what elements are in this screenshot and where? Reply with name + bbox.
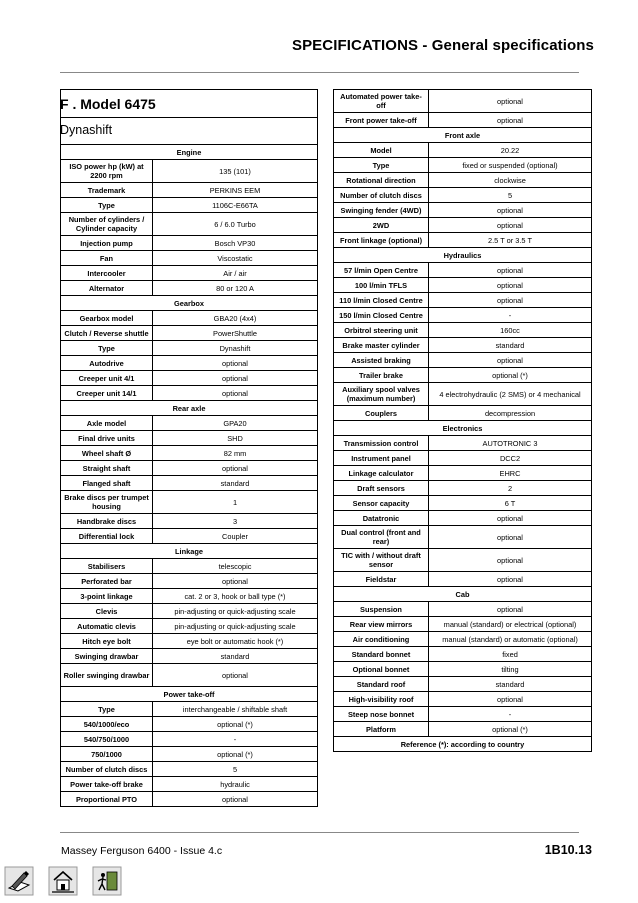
spec-label: High-visibility roof bbox=[334, 692, 429, 707]
spec-value: 2 bbox=[429, 481, 592, 496]
spec-label: Perforated bar bbox=[61, 574, 153, 589]
spec-label: Air conditioning bbox=[334, 632, 429, 647]
spec-value: 1 bbox=[153, 491, 318, 514]
spec-row bbox=[61, 514, 318, 529]
spec-value: optional bbox=[429, 90, 592, 113]
spec-value: 1106C-E66TA bbox=[153, 198, 318, 213]
spec-value: clockwise bbox=[429, 173, 592, 188]
spec-row bbox=[334, 368, 592, 383]
spec-label: Proportional PTO bbox=[61, 792, 153, 807]
spec-label: Power take-off brake bbox=[61, 777, 153, 792]
spec-value: telescopic bbox=[153, 559, 318, 574]
spec-label: Linkage calculator bbox=[334, 466, 429, 481]
spec-label: 750/1000 bbox=[61, 747, 153, 762]
spec-value: optional bbox=[429, 511, 592, 526]
spec-label: Front power take-off bbox=[334, 113, 429, 128]
spec-label: 540/750/1000 bbox=[61, 732, 153, 747]
section-header-row bbox=[61, 401, 318, 416]
spec-value: 6 / 6.0 Turbo bbox=[153, 213, 318, 236]
spec-label: Fan bbox=[61, 251, 153, 266]
spec-label: Gearbox model bbox=[61, 311, 153, 326]
spec-row bbox=[334, 481, 592, 496]
spec-label: 57 l/min Open Centre bbox=[334, 263, 429, 278]
spec-row bbox=[334, 632, 592, 647]
spec-label: Intercooler bbox=[61, 266, 153, 281]
spec-value: optional (*) bbox=[429, 368, 592, 383]
spec-value: optional bbox=[429, 692, 592, 707]
spec-row bbox=[334, 406, 592, 421]
spec-row bbox=[61, 386, 318, 401]
spec-label: Brake master cylinder bbox=[334, 338, 429, 353]
spec-row bbox=[61, 717, 318, 732]
spec-label: Wheel shaft Ø bbox=[61, 446, 153, 461]
spec-row bbox=[334, 496, 592, 511]
section-header-row bbox=[334, 737, 592, 752]
spec-row bbox=[61, 416, 318, 431]
spec-label: Dual control (front and rear) bbox=[334, 526, 429, 549]
spec-label: Type bbox=[61, 702, 153, 717]
spec-value: optional bbox=[429, 218, 592, 233]
spec-label: 100 l/min TFLS bbox=[334, 278, 429, 293]
spec-value: 5 bbox=[429, 188, 592, 203]
spec-label: Standard bonnet bbox=[334, 647, 429, 662]
spec-value: optional bbox=[153, 461, 318, 476]
model-title: F . Model 6475 bbox=[60, 96, 156, 112]
spec-value: 3 bbox=[153, 514, 318, 529]
spec-row bbox=[61, 251, 318, 266]
spec-value: EHRC bbox=[429, 466, 592, 481]
footer-rule bbox=[60, 832, 579, 833]
spec-row bbox=[334, 466, 592, 481]
spec-value: optional bbox=[429, 549, 592, 572]
spec-value: Bosch VP30 bbox=[153, 236, 318, 251]
section-title: Gearbox bbox=[61, 296, 318, 311]
spec-row bbox=[334, 188, 592, 203]
spec-row bbox=[61, 326, 318, 341]
section-header-row bbox=[61, 687, 318, 702]
spec-row bbox=[61, 311, 318, 326]
spec-label: Final drive units bbox=[61, 431, 153, 446]
spec-value: Coupler bbox=[153, 529, 318, 544]
spec-label: Differential lock bbox=[61, 529, 153, 544]
spec-label: Model bbox=[334, 143, 429, 158]
spec-label: Automated power take-off bbox=[334, 90, 429, 113]
right-spec-table bbox=[333, 89, 592, 752]
spec-label: Creeper unit 14/1 bbox=[61, 386, 153, 401]
footer-document-title: Massey Ferguson 6400 - Issue 4.c bbox=[61, 845, 223, 857]
spec-label: Couplers bbox=[334, 406, 429, 421]
spec-row bbox=[61, 281, 318, 296]
spec-row bbox=[61, 446, 318, 461]
spec-value: 4 electrohydraulic (2 SMS) or 4 mechanical bbox=[429, 383, 592, 406]
spec-label: Clevis bbox=[61, 604, 153, 619]
spec-row bbox=[334, 436, 592, 451]
spec-value: Dynashift bbox=[153, 341, 318, 356]
spec-row bbox=[334, 647, 592, 662]
spec-label: Hitch eye bolt bbox=[61, 634, 153, 649]
spec-label: Rotational direction bbox=[334, 173, 429, 188]
section-title: Hydraulics bbox=[334, 248, 592, 263]
spec-row bbox=[61, 634, 318, 649]
spec-value: optional bbox=[429, 263, 592, 278]
spec-label: Brake discs per trumpet housing bbox=[61, 491, 153, 514]
spec-value: optional bbox=[153, 792, 318, 807]
spec-value: fixed bbox=[429, 647, 592, 662]
spec-row bbox=[61, 747, 318, 762]
spec-value: 80 or 120 A bbox=[153, 281, 318, 296]
spec-value: fixed or suspended (optional) bbox=[429, 158, 592, 173]
spec-value: optional bbox=[153, 386, 318, 401]
spec-row bbox=[334, 218, 592, 233]
section-title: Cab bbox=[334, 587, 592, 602]
model-subtitle: Dynashift bbox=[60, 123, 113, 137]
spec-label: Handbrake discs bbox=[61, 514, 153, 529]
spec-label: Fieldstar bbox=[334, 572, 429, 587]
spec-value: optional bbox=[153, 664, 318, 687]
spec-row bbox=[334, 263, 592, 278]
spec-row bbox=[334, 338, 592, 353]
spec-row bbox=[61, 476, 318, 491]
spec-row bbox=[334, 383, 592, 406]
spec-value: DCC2 bbox=[429, 451, 592, 466]
spec-value: 20.22 bbox=[429, 143, 592, 158]
spec-row bbox=[61, 732, 318, 747]
spec-row bbox=[334, 549, 592, 572]
spec-value: Air / air bbox=[153, 266, 318, 281]
spec-label: Autodrive bbox=[61, 356, 153, 371]
spec-label: Number of clutch discs bbox=[61, 762, 153, 777]
spec-value: interchangeable / shiftable shaft bbox=[153, 702, 318, 717]
spec-value: optional bbox=[153, 371, 318, 386]
spec-row bbox=[61, 266, 318, 281]
spec-row bbox=[334, 158, 592, 173]
spec-row bbox=[61, 559, 318, 574]
section-header-row bbox=[334, 128, 592, 143]
spec-row bbox=[61, 160, 318, 183]
spec-value: standard bbox=[153, 476, 318, 491]
section-title: Electronics bbox=[334, 421, 592, 436]
spec-row bbox=[334, 113, 592, 128]
spec-label: ISO power hp (kW) at 2200 rpm bbox=[61, 160, 153, 183]
spec-value: optional bbox=[429, 602, 592, 617]
spec-value: - bbox=[429, 308, 592, 323]
spec-value: standard bbox=[153, 649, 318, 664]
spec-row bbox=[334, 511, 592, 526]
spec-value: 82 mm bbox=[153, 446, 318, 461]
spec-value: PERKINS EEM bbox=[153, 183, 318, 198]
spec-row bbox=[61, 574, 318, 589]
section-header-row bbox=[334, 587, 592, 602]
spec-row bbox=[61, 619, 318, 634]
home-icon[interactable] bbox=[48, 866, 78, 896]
spec-value: optional bbox=[429, 113, 592, 128]
page-title: SPECIFICATIONS - General specifications bbox=[291, 37, 594, 54]
spec-row bbox=[334, 233, 592, 248]
footer-page-number: 1B10.13 bbox=[544, 843, 592, 857]
spec-row bbox=[61, 356, 318, 371]
spec-value: - bbox=[429, 707, 592, 722]
spec-value: pin-adjusting or quick-adjusting scale bbox=[153, 604, 318, 619]
spec-value: decompression bbox=[429, 406, 592, 421]
spec-label: 540/1000/eco bbox=[61, 717, 153, 732]
spec-value: Viscostatic bbox=[153, 251, 318, 266]
left-spec-table bbox=[60, 144, 318, 807]
section-header-row bbox=[334, 421, 592, 436]
spec-label: Steep nose bonnet bbox=[334, 707, 429, 722]
spec-label: Orbitrol steering unit bbox=[334, 323, 429, 338]
spec-row bbox=[61, 529, 318, 544]
spec-label: Trademark bbox=[61, 183, 153, 198]
spec-label: Trailer brake bbox=[334, 368, 429, 383]
spec-label: 2WD bbox=[334, 218, 429, 233]
spec-label: Clutch / Reverse shuttle bbox=[61, 326, 153, 341]
spec-value: 160cc bbox=[429, 323, 592, 338]
spec-row bbox=[334, 692, 592, 707]
spec-row bbox=[334, 293, 592, 308]
section-header-row bbox=[334, 248, 592, 263]
spec-label: Suspension bbox=[334, 602, 429, 617]
spec-value: manual (standard) or electrical (optional) bbox=[429, 617, 592, 632]
spec-value: - bbox=[153, 732, 318, 747]
spec-label: Swinging fender (4WD) bbox=[334, 203, 429, 218]
spec-label: TIC with / without draft sensor bbox=[334, 549, 429, 572]
spec-label: Sensor capacity bbox=[334, 496, 429, 511]
spec-row bbox=[61, 491, 318, 514]
spec-value: manual (standard) or automatic (optional) bbox=[429, 632, 592, 647]
spec-row bbox=[334, 617, 592, 632]
spec-row bbox=[61, 461, 318, 476]
spec-value: SHD bbox=[153, 431, 318, 446]
header-rule bbox=[60, 72, 579, 73]
spec-label: 110 l/min Closed Centre bbox=[334, 293, 429, 308]
spec-value: 6 T bbox=[429, 496, 592, 511]
spec-label: Type bbox=[61, 341, 153, 356]
spec-value: tilting bbox=[429, 662, 592, 677]
section-title: Front axle bbox=[334, 128, 592, 143]
spec-label: Assisted braking bbox=[334, 353, 429, 368]
spec-label: 150 l/min Closed Centre bbox=[334, 308, 429, 323]
spec-value: GBA20 (4x4) bbox=[153, 311, 318, 326]
spec-row bbox=[61, 213, 318, 236]
spec-value: optional (*) bbox=[153, 747, 318, 762]
spec-row bbox=[61, 604, 318, 619]
spec-value: optional bbox=[429, 203, 592, 218]
spec-label: Straight shaft bbox=[61, 461, 153, 476]
spec-value: 2.5 T or 3.5 T bbox=[429, 233, 592, 248]
spec-label: Type bbox=[334, 158, 429, 173]
spec-row bbox=[61, 762, 318, 777]
spec-label: 3-point linkage bbox=[61, 589, 153, 604]
spec-row bbox=[61, 431, 318, 446]
spec-row bbox=[334, 323, 592, 338]
spec-row bbox=[334, 526, 592, 549]
spec-label: Injection pump bbox=[61, 236, 153, 251]
spec-row bbox=[334, 451, 592, 466]
spec-row bbox=[61, 777, 318, 792]
section-title: Reference (*): according to country bbox=[334, 737, 592, 752]
spec-label: Stabilisers bbox=[61, 559, 153, 574]
spec-row bbox=[61, 649, 318, 664]
spec-label: Flanged shaft bbox=[61, 476, 153, 491]
spec-label: Automatic clevis bbox=[61, 619, 153, 634]
spec-row bbox=[61, 341, 318, 356]
spec-label: Auxiliary spool valves (maximum number) bbox=[334, 383, 429, 406]
spec-value: optional (*) bbox=[153, 717, 318, 732]
spec-value: optional bbox=[429, 572, 592, 587]
spec-row bbox=[334, 353, 592, 368]
spec-label: Draft sensors bbox=[334, 481, 429, 496]
spec-row bbox=[61, 589, 318, 604]
spec-label: Roller swinging drawbar bbox=[61, 664, 153, 687]
spec-value: eye bolt or automatic hook (*) bbox=[153, 634, 318, 649]
right-column bbox=[333, 89, 592, 752]
spec-value: optional bbox=[153, 574, 318, 589]
spec-label: Transmission control bbox=[334, 436, 429, 451]
spec-label: Rear view mirrors bbox=[334, 617, 429, 632]
spec-value: optional bbox=[429, 353, 592, 368]
spec-label: Swinging drawbar bbox=[61, 649, 153, 664]
spec-value: optional bbox=[429, 526, 592, 549]
spec-value: AUTOTRONIC 3 bbox=[429, 436, 592, 451]
spec-row bbox=[61, 792, 318, 807]
section-title: Engine bbox=[61, 145, 318, 160]
edit-book-icon[interactable] bbox=[4, 866, 34, 896]
spec-row bbox=[334, 278, 592, 293]
spec-label: Alternator bbox=[61, 281, 153, 296]
spec-label: Standard roof bbox=[334, 677, 429, 692]
spec-row bbox=[61, 371, 318, 386]
spec-row bbox=[334, 173, 592, 188]
spec-label: Creeper unit 4/1 bbox=[61, 371, 153, 386]
section-header-row bbox=[61, 544, 318, 559]
spec-label: Axle model bbox=[61, 416, 153, 431]
spec-value: 135 (101) bbox=[153, 160, 318, 183]
spec-row bbox=[334, 203, 592, 218]
spec-label: Instrument panel bbox=[334, 451, 429, 466]
spec-row bbox=[334, 662, 592, 677]
spec-value: optional bbox=[429, 293, 592, 308]
spec-row bbox=[334, 677, 592, 692]
spec-value: standard bbox=[429, 338, 592, 353]
spec-value: standard bbox=[429, 677, 592, 692]
spec-value: optional bbox=[153, 356, 318, 371]
spec-row bbox=[61, 664, 318, 687]
spec-row bbox=[334, 602, 592, 617]
spec-value: PowerShuttle bbox=[153, 326, 318, 341]
section-header-row bbox=[61, 145, 318, 160]
spec-value: 5 bbox=[153, 762, 318, 777]
spec-label: Type bbox=[61, 198, 153, 213]
section-title: Linkage bbox=[61, 544, 318, 559]
spec-label: Platform bbox=[334, 722, 429, 737]
spec-value: optional bbox=[429, 278, 592, 293]
spec-row bbox=[334, 707, 592, 722]
spec-label: Optional bonnet bbox=[334, 662, 429, 677]
model-rule bbox=[60, 117, 318, 118]
spec-row bbox=[334, 572, 592, 587]
spec-value: pin-adjusting or quick-adjusting scale bbox=[153, 619, 318, 634]
spec-row bbox=[334, 90, 592, 113]
spec-row bbox=[334, 308, 592, 323]
section-title: Power take-off bbox=[61, 687, 318, 702]
section-title: Rear axle bbox=[61, 401, 318, 416]
spec-label: Front linkage (optional) bbox=[334, 233, 429, 248]
section-header-row bbox=[61, 296, 318, 311]
spec-label: Number of clutch discs bbox=[334, 188, 429, 203]
spec-row bbox=[61, 183, 318, 198]
spec-row bbox=[61, 702, 318, 717]
spec-value: GPA20 bbox=[153, 416, 318, 431]
spec-label: Datatronic bbox=[334, 511, 429, 526]
spec-row bbox=[61, 236, 318, 251]
spec-row bbox=[61, 198, 318, 213]
spec-value: optional (*) bbox=[429, 722, 592, 737]
exit-door-icon[interactable] bbox=[92, 866, 122, 896]
spec-value: cat. 2 or 3, hook or ball type (*) bbox=[153, 589, 318, 604]
spec-label: Number of cylinders / Cylinder capacity bbox=[61, 213, 153, 236]
spec-row bbox=[334, 722, 592, 737]
left-column bbox=[60, 89, 318, 804]
spec-row bbox=[334, 143, 592, 158]
spec-value: hydraulic bbox=[153, 777, 318, 792]
